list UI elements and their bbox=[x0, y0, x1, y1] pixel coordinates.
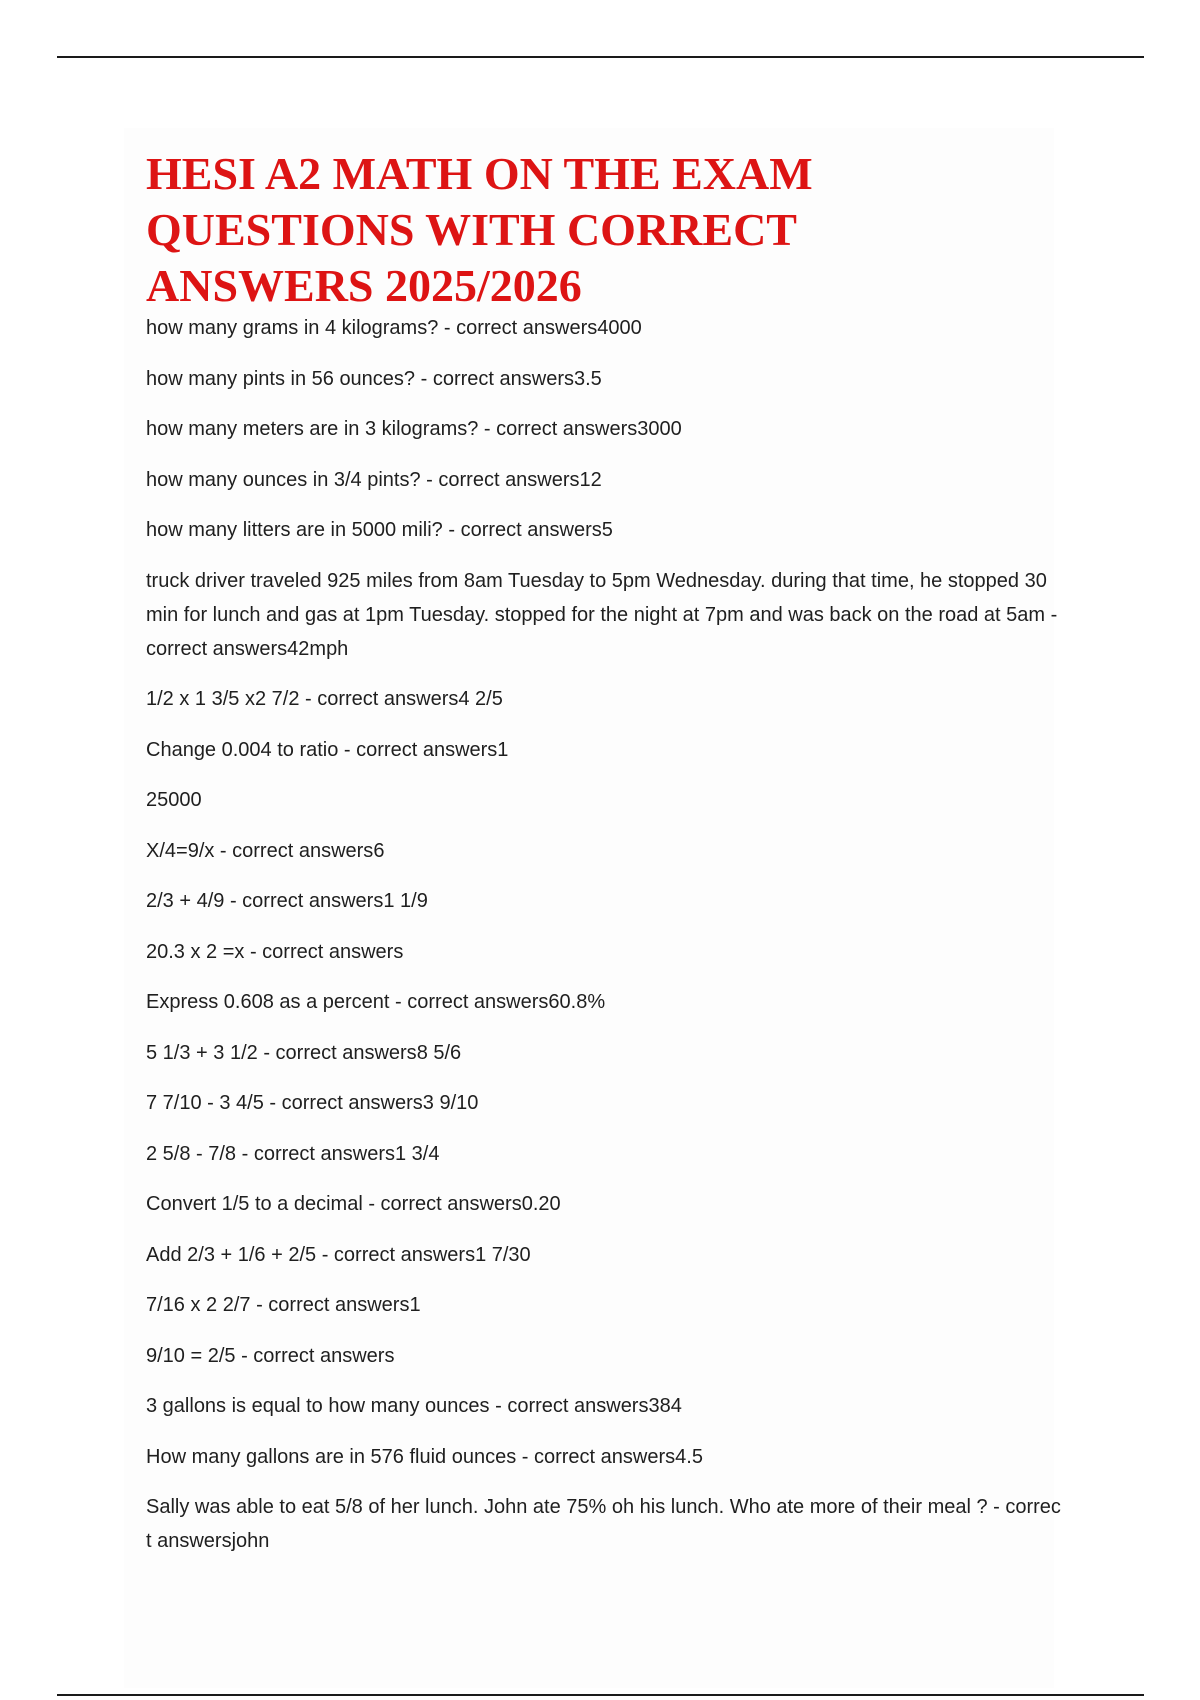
question-text: 9/10 = 2/5 - correct answers bbox=[146, 1344, 395, 1367]
document-title: HESI A2 MATH ON THE EXAM QUESTIONS WITH CORRECT ANSWERS 2025/2026 bbox=[146, 148, 813, 311]
question-item bbox=[146, 1389, 1066, 1423]
question-item bbox=[146, 1490, 1066, 1558]
question-text: 7/16 x 2 2/7 - correct answers bbox=[146, 1294, 410, 1316]
question-text: truck driver traveled 925 miles from 8am Tuesday to 5pm Wednesday. during that time, he stopped 30 min for lunch and gas at 1pm Tuesday. stopped for the night at 7pm and was back on the road at 5am - correct answers bbox=[146, 569, 1063, 660]
question-text: 25000 bbox=[146, 789, 202, 811]
question-text: how many ounces in 3/4 pints? - correct answers bbox=[146, 468, 580, 491]
question-text: 2 5/8 - 7/8 - correct answers bbox=[146, 1142, 395, 1165]
question-item bbox=[146, 1086, 1066, 1120]
answer-text: 12 bbox=[579, 468, 602, 491]
question-item bbox=[146, 783, 1066, 817]
question-item bbox=[146, 1440, 1066, 1474]
question-text: 5 1/3 + 3 1/2 - correct answers bbox=[146, 1041, 417, 1064]
question-text: How many gallons are in 576 fluid ounces - correct answers bbox=[146, 1445, 676, 1468]
question-item bbox=[146, 564, 1066, 666]
answer-text: 60.8% bbox=[548, 991, 606, 1013]
answer-text: 4.5 bbox=[675, 1445, 703, 1468]
question-text: 3 gallons is equal to how many ounces - correct answers bbox=[146, 1395, 649, 1417]
answer-text: john bbox=[231, 1530, 270, 1552]
bottom-divider bbox=[57, 1694, 1144, 1696]
question-text: Convert 1/5 to a decimal - correct answers bbox=[146, 1193, 522, 1215]
answer-text: 4000 bbox=[597, 317, 642, 339]
question-item bbox=[146, 1288, 1066, 1322]
question-item bbox=[146, 362, 1066, 396]
question-item bbox=[146, 412, 1066, 446]
answer-text: 3.5 bbox=[573, 367, 602, 390]
question-item bbox=[146, 935, 1066, 969]
question-item bbox=[146, 884, 1066, 918]
answer-text: 3000 bbox=[637, 418, 682, 440]
answer-text: 0.20 bbox=[521, 1193, 561, 1215]
top-divider bbox=[57, 56, 1144, 58]
question-text: Express 0.608 as a percent - correct answers bbox=[146, 991, 549, 1013]
question-text: how many meters are in 3 kilograms? - correct answers bbox=[146, 418, 638, 440]
answer-text: 8 5/6 bbox=[416, 1041, 462, 1064]
question-text: 2/3 + 4/9 - correct answers bbox=[146, 890, 384, 912]
question-text: Sally was able to eat 5/8 of her lunch. John ate 75% oh his lunch. Who ate more of their meal ? - correct answers bbox=[146, 1496, 1061, 1552]
question-text: Change 0.004 to ratio - correct answers bbox=[146, 738, 498, 761]
answer-text: 384 bbox=[648, 1395, 682, 1417]
answer-text: 6 bbox=[373, 839, 385, 862]
question-item bbox=[146, 834, 1066, 868]
question-item bbox=[146, 513, 1066, 547]
answer-text: 1 bbox=[409, 1294, 421, 1316]
question-text: 1/2 x 1 3/5 x2 7/2 - correct answers bbox=[146, 688, 459, 710]
question-item bbox=[146, 682, 1066, 716]
answer-text: 3 9/10 bbox=[422, 1092, 479, 1114]
question-item bbox=[146, 463, 1066, 497]
answer-text: 5 bbox=[601, 519, 613, 541]
question-item bbox=[146, 1036, 1066, 1070]
question-text: 7 7/10 - 3 4/5 - correct answers bbox=[146, 1092, 423, 1114]
answer-text: 1 1/9 bbox=[383, 890, 428, 912]
question-item bbox=[146, 985, 1066, 1019]
question-text: Add 2/3 + 1/6 + 2/5 - correct answers bbox=[146, 1243, 476, 1266]
question-text: how many litters are in 5000 mili? - correct answers bbox=[146, 519, 602, 541]
answer-text: 42mph bbox=[287, 637, 349, 660]
question-item bbox=[146, 1137, 1066, 1171]
question-item bbox=[146, 1187, 1066, 1221]
answer-text: 1 bbox=[497, 738, 509, 761]
question-text: how many grams in 4 kilograms? - correct answers bbox=[146, 317, 598, 339]
question-item bbox=[146, 311, 1066, 345]
question-item bbox=[146, 1339, 1066, 1373]
question-text: 20.3 x 2 =x - correct answers bbox=[146, 940, 404, 963]
question-list bbox=[146, 311, 1066, 1575]
answer-text: 1 7/30 bbox=[475, 1243, 531, 1266]
answer-text: 4 2/5 bbox=[458, 688, 503, 710]
question-text: how many pints in 56 ounces? - correct answers bbox=[146, 367, 574, 390]
answer-text: 1 3/4 bbox=[394, 1142, 440, 1165]
question-text: X/4=9/x - correct answers bbox=[146, 839, 374, 862]
question-item bbox=[146, 733, 1066, 767]
question-item bbox=[146, 1238, 1066, 1272]
